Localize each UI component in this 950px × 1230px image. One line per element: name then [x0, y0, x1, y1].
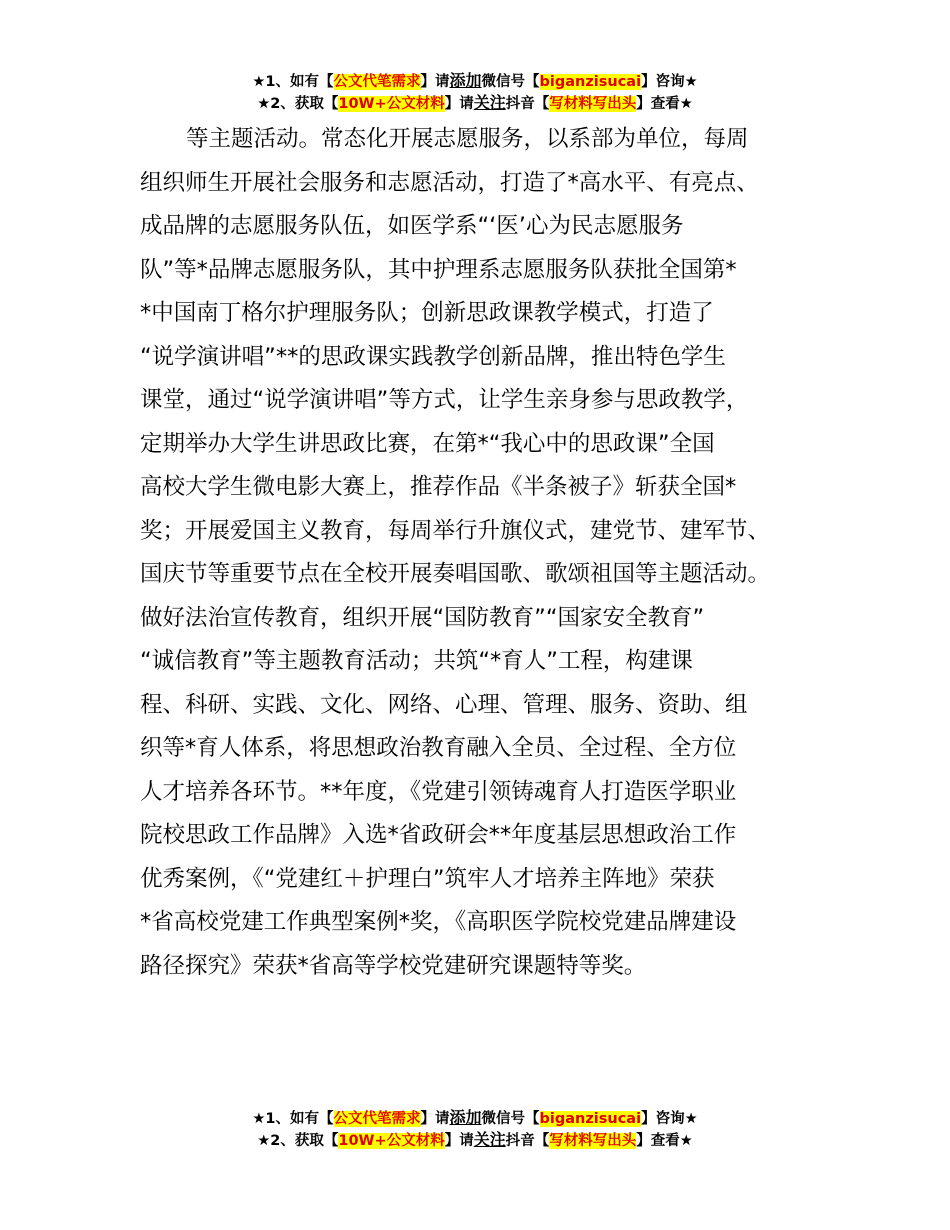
highlight-materials: 10W+公文材料: [338, 1133, 445, 1149]
promo-line-1: ★1、如有【公文代笔需求】请添加微信号【biganzisucai】咨询★: [252, 71, 698, 90]
body-line: 做好法治宣传教育，组织开展“国防教育”“国家安全教育”: [140, 604, 705, 631]
body-line: 程、科研、实践、文化、网络、心理、管理、服务、资助、组: [140, 691, 748, 718]
highlight-writing-service: 公文代笔需求: [333, 1111, 421, 1127]
body-line: “说学演讲唱”**的思政课实践教学创新品牌，推出特色学生: [140, 343, 726, 370]
highlight-writing-service: 公文代笔需求: [333, 74, 421, 90]
body-line: 高校大学生微电影大赛上，推荐作品《半条被子》斩获全国*: [140, 474, 737, 500]
body-line: 成品牌的志愿服务队伍，如医学系“‘医’心为民志愿服务: [140, 213, 684, 239]
header-promo: [0, 70, 950, 114]
body-line: 定期举办大学生讲思政比赛，在第*“我心中的思政课”全国: [140, 430, 715, 457]
promo-line-2: ★2、获取【10W+公文材料】请关注抖音【写材料写出头】查看★: [257, 93, 693, 112]
douyin-account: 写材料写出头: [549, 1133, 637, 1149]
body-line: 国庆节等重要节点在全校开展奏唱国歌、歌颂祖国等主题活动。: [140, 561, 771, 587]
promo-line-1: ★1、如有【公文代笔需求】请添加微信号【biganzisucai】咨询★: [252, 1108, 698, 1127]
footer-promo: [0, 1107, 950, 1151]
body-line: 奖；开展爱国主义教育，每周举行升旗仪式，建党节、建军节、: [140, 517, 771, 544]
body-line: 院校思政工作品牌》入选*省政研会**年度基层思想政治工作: [140, 822, 737, 848]
promo-line-2: ★2、获取【10W+公文材料】请关注抖音【写材料写出头】查看★: [257, 1130, 693, 1149]
highlight-materials: 10W+公文材料: [338, 96, 445, 112]
body-line: 组织师生开展社会服务和志愿活动，打造了*高水平、有亮点、: [140, 169, 759, 196]
body-line: 队”等*品牌志愿服务队，其中护理系志愿服务队获批全国第*: [140, 256, 737, 283]
wechat-id: biganzisucai: [539, 74, 642, 90]
body-line: 人才培养各环节。**年度，《党建引领铸魂育人打造医学职业: [140, 778, 737, 805]
wechat-id: biganzisucai: [539, 1111, 642, 1127]
body-line: *中国南丁格尔护理服务队；创新思政课教学模式，打造了: [140, 300, 714, 326]
document-body: [140, 118, 830, 988]
body-line: 路径探究》荣获*省高等学校党建研究课题特等奖。: [140, 952, 647, 979]
body-line: *省高校党建工作典型案例*奖，《高职医学院校党建品牌建设: [140, 909, 737, 935]
body-line: 织等*育人体系，将思想政治教育融入全员、全过程、全方位: [140, 735, 737, 761]
body-line: 等主题活动。常态化开展志愿服务，以系部为单位，每周: [186, 126, 749, 152]
body-line: “诚信教育”等主题教育活动；共筑“*育人”工程，构建课: [140, 648, 693, 674]
body-line: 课堂，通过“说学演讲唱”等方式，让学生亲身参与思政教学，: [140, 387, 749, 413]
body-line: 优秀案例，《“党建红＋护理白”筑牢人才培养主阵地》荣获: [140, 865, 715, 892]
douyin-account: 写材料写出头: [549, 96, 637, 112]
